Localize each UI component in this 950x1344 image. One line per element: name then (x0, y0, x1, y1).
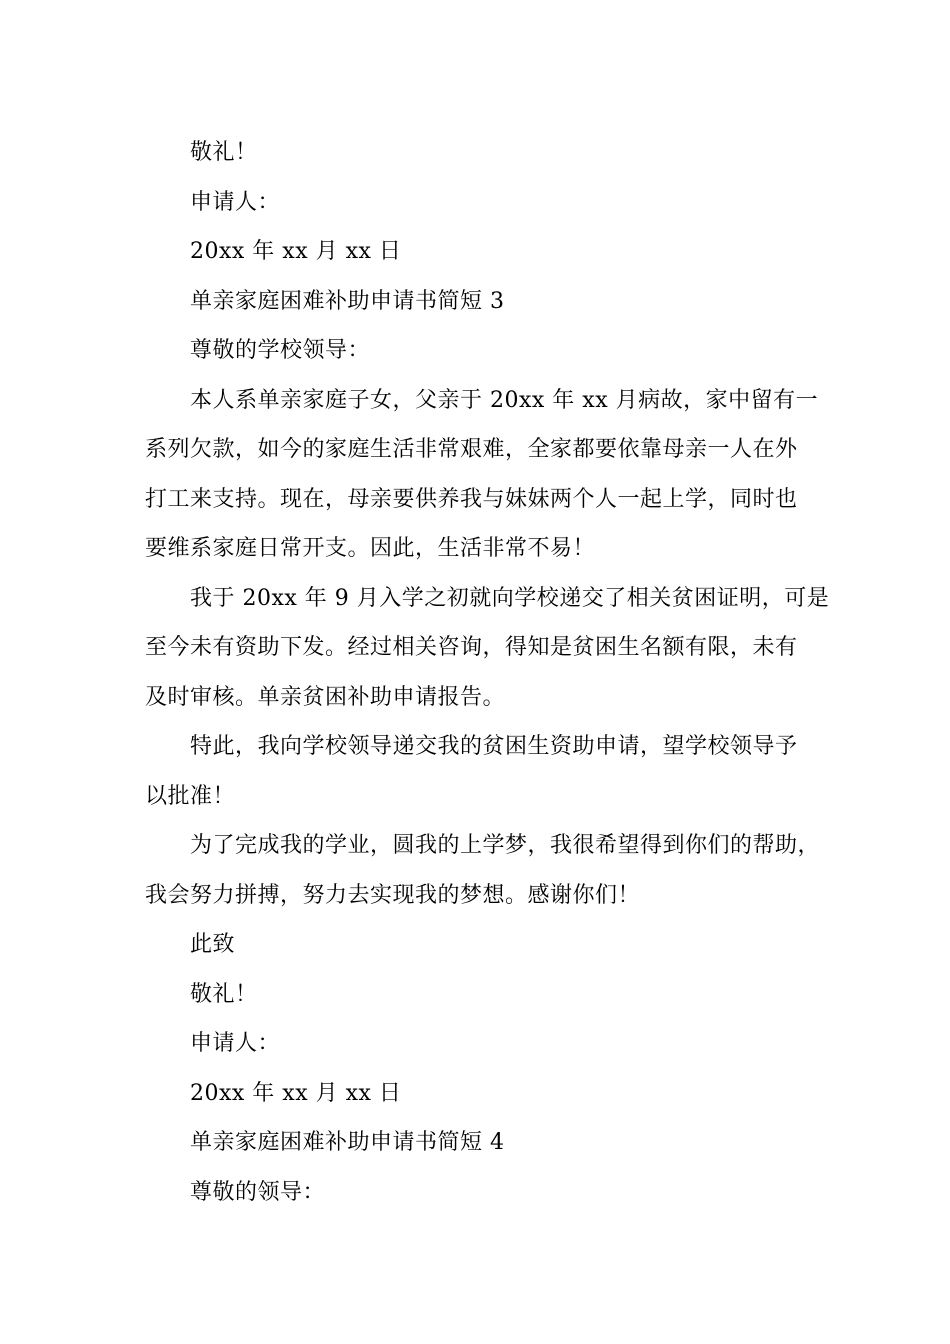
paragraph-2-line-2: 至今未有资助下发。经过相关咨询，得知是贫困生名额有限，未有 (145, 635, 798, 660)
closing-respect-1: 敬礼！ (190, 140, 258, 165)
paragraph-4-line-1: 为了完成我的学业，圆我的上学梦，我很希望得到你们的帮助， (190, 833, 821, 858)
closing-greeting-2: 此致 (190, 932, 236, 957)
closing-respect-2: 敬礼！ (190, 981, 258, 1007)
salutation-4: 尊敬的领导： (190, 1179, 326, 1205)
section-heading-4: 单亲家庭困难补助申请书简短 4 (190, 1130, 505, 1155)
paragraph-1-line-3: 打工来支持。现在，母亲要供养我与妹妹两个人一起上学，同时也 (145, 486, 798, 512)
section-heading-3: 单亲家庭困难补助申请书简短 3 (190, 288, 505, 314)
applicant-label-2: 申请人： (190, 1031, 281, 1056)
paragraph-3-line-2: 以批准！ (145, 783, 236, 809)
paragraph-4-line-2: 我会努力拼搏，努力去实现我的梦想。感谢你们！ (145, 882, 641, 908)
document-body (145, 128, 830, 1217)
paragraph-1-line-1: 本人系单亲家庭子女，父亲于 20xx 年 xx 月病故，家中留有一 (190, 387, 819, 413)
paragraph-2-line-1: 我于 20xx 年 9 月入学之初就向学校递交了相关贫困证明，可是 (190, 585, 830, 611)
applicant-label-1: 申请人： (190, 189, 281, 215)
paragraph-1-line-4: 要维系家庭日常开支。因此，生活非常不易！ (145, 536, 596, 561)
paragraph-2-line-3: 及时审核。单亲贫困补助申请报告。 (145, 684, 506, 710)
date-line-2: 20xx 年 xx 月 xx 日 (190, 1080, 402, 1106)
date-line-1: 20xx 年 xx 月 xx 日 (190, 239, 402, 264)
salutation-3: 尊敬的学校领导： (190, 338, 371, 363)
paragraph-3-line-1: 特此，我向学校领导递交我的贫困生资助申请，望学校领导予 (190, 734, 798, 759)
paragraph-1-line-2: 系列欠款，如今的家庭生活非常艰难，全家都要依靠母亲一人在外 (145, 437, 798, 462)
